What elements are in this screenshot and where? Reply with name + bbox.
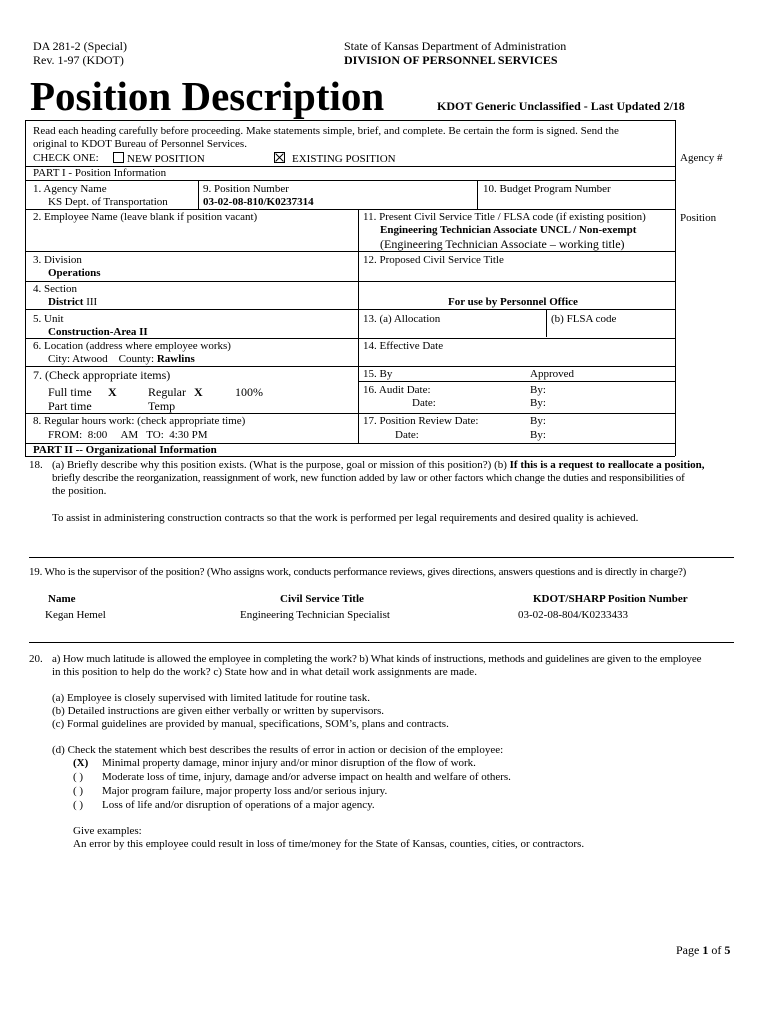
part2-title: PART II -- Organizational Information — [33, 444, 217, 456]
example-text: An error by this employee could result in loss of time/money for the State of Kansas, counties, cities, or contractors. — [73, 838, 585, 850]
q20-answer-b: (b) Detailed instructions are given either verbally or written by supervisors. — [52, 705, 385, 717]
instructions-line-1: Read each heading carefully before proceeding. Make statements simple, brief, and complete. Be certain the form is signed. Send the — [33, 125, 619, 137]
employee-name-label: 2. Employee Name (leave blank if position vacant) — [33, 211, 258, 223]
page-subtitle: KDOT Generic Unclassified - Last Updated 2/18 — [437, 99, 685, 113]
personnel-office-label: For use by Personnel Office — [448, 296, 578, 308]
q18-text-line-2: briefly describe the reorganization, reassignment of work, new function added by law or other factors which change the duties and responsibilities of — [52, 472, 685, 484]
position-number-label: 9. Position Number — [203, 183, 289, 195]
flsa-code-label: (b) FLSA code — [551, 313, 617, 325]
hours-value: FROM: 8:00 AM TO: 4:30 PM — [48, 429, 208, 441]
section-label: 4. Section — [33, 283, 77, 295]
col-title-header: Civil Service Title — [280, 593, 364, 605]
full-time-label: Full time — [48, 385, 92, 399]
existing-position-checkbox[interactable] — [274, 152, 285, 163]
agency-number-label: Agency # — [680, 152, 723, 164]
new-position-option[interactable] — [113, 152, 205, 166]
new-position-checkbox[interactable] — [113, 152, 124, 163]
audit-by: By: — [530, 384, 546, 396]
audit-date-sub: Date: — [412, 397, 436, 409]
col-name-header: Name — [48, 593, 76, 605]
regular-mark[interactable]: X — [194, 385, 203, 399]
q20-answer-a: (a) Employee is closely supervised with limited latitude for routine task. — [52, 692, 371, 704]
q20-text-line-1: a) How much latitude is allowed the employee in completing the work? b) What kinds of instructions, methods and guidelines are given to the employee — [52, 653, 702, 665]
error-option-2-text: Moderate loss of time, injury, damage and/or adverse impact on health and welfare of others. — [102, 771, 511, 783]
temp-label: Temp — [148, 399, 176, 413]
unit-label: 5. Unit — [33, 313, 64, 325]
agency-header: State of Kansas Department of Administration — [344, 39, 567, 53]
allocation-label: 13. (a) Allocation — [363, 313, 441, 325]
division-value: Operations — [48, 267, 101, 279]
instructions-line-2: original to KDOT Bureau of Personnel Services. — [33, 138, 247, 150]
review-by: By: — [530, 415, 546, 427]
q19-text: 19. Who is the supervisor of the position? (Who assigns work, conducts performance reviews, gives directions, answers questions and is directly in charge?) — [29, 566, 687, 578]
budget-program-label: 10. Budget Program Number — [483, 183, 611, 195]
supervisor-position-number: 03-02-08-804/K0233433 — [518, 609, 628, 621]
existing-position-option[interactable] — [274, 152, 396, 166]
supervisor-name: Kegan Hemel — [45, 609, 106, 621]
position-side-label: Position — [680, 212, 717, 224]
q18-number: 18. — [29, 459, 43, 471]
proposed-title-label: 12. Proposed Civil Service Title — [363, 254, 504, 266]
effective-date-label: 14. Effective Date — [363, 340, 444, 352]
error-option-4-mark[interactable]: ( ) — [73, 799, 84, 811]
by-label: 15. By — [363, 368, 393, 380]
audit-date-label: 16. Audit Date: — [363, 384, 431, 396]
percent-value: 100% — [235, 385, 263, 399]
form-id: DA 281-2 (Special) — [33, 39, 127, 53]
q20-number: 20. — [29, 653, 43, 665]
q18-text-line-3: the position. — [52, 485, 107, 497]
unit-value: Construction-Area II — [48, 326, 148, 338]
part1-title: PART I - Position Information — [33, 167, 167, 179]
error-option-1-text: Minimal property damage, minor injury and/or minor disruption of the flow of work. — [102, 757, 476, 769]
page-title: Position Description — [30, 73, 385, 119]
check-items-label: 7. (Check appropriate items) — [33, 368, 171, 382]
give-examples-label: Give examples: — [73, 825, 142, 837]
error-option-4-text: Loss of life and/or disruption of operations of a major agency. — [102, 799, 375, 811]
error-option-2-mark[interactable]: ( ) — [73, 771, 84, 783]
agency-name-value: KS Dept. of Transportation — [48, 196, 168, 208]
existing-position-label: EXISTING POSITION — [292, 153, 396, 165]
review-date-sub: Date: — [395, 429, 419, 441]
part-time-label: Part time — [48, 399, 92, 413]
location-label: 6. Location (address where employee works) — [33, 340, 231, 352]
review-by-2: By: — [530, 429, 546, 441]
new-position-label: NEW POSITION — [127, 153, 205, 165]
q18-answer: To assist in administering construction contracts so that the work is performed per legal requirements and desired quality is achieved. — [52, 512, 639, 524]
position-number-value: 03-02-08-810/K0237314 — [203, 196, 314, 208]
q20-text-line-2: in this position to help do the work? c) State how and in what detail work assignments are made. — [52, 666, 477, 678]
q18-text: (a) Briefly describe why this position exists. (What is the purpose, goal or mission of this position?) (b) If this is a request to reallocate a position, — [52, 459, 705, 471]
error-option-3-mark[interactable]: ( ) — [73, 785, 84, 797]
check-one-label: CHECK ONE: — [33, 152, 99, 164]
q20-answer-c: (c) Formal guidelines are provided by manual, specifications, SOM’s, plans and contracts. — [52, 718, 449, 730]
approved-label: Approved — [530, 368, 574, 380]
supervisor-title: Engineering Technician Specialist — [240, 609, 390, 621]
page-number: Page 1 of 5 — [676, 943, 731, 957]
regular-label: Regular — [148, 385, 186, 399]
hours-label: 8. Regular hours work: (check appropriate time) — [33, 415, 246, 427]
working-title: (Engineering Technician Associate – working title) — [380, 237, 625, 251]
location-value: City: Atwood County: Rawlins — [48, 353, 195, 365]
col-number-header: KDOT/SHARP Position Number — [533, 593, 688, 605]
error-option-1-mark[interactable]: (X) — [73, 757, 89, 769]
full-time-mark[interactable]: X — [108, 385, 117, 399]
error-option-3-text: Major program failure, major property loss and/or serious injury. — [102, 785, 388, 797]
division-label: 3. Division — [33, 254, 82, 266]
section-value: District III — [48, 296, 98, 308]
form-revision: Rev. 1-97 (KDOT) — [33, 53, 124, 67]
division-header: DIVISION OF PERSONNEL SERVICES — [344, 53, 558, 67]
review-date-label: 17. Position Review Date: — [363, 415, 479, 427]
present-title-value: Engineering Technician Associate UNCL / Non-exempt — [380, 224, 637, 236]
q20-d-prompt: (d) Check the statement which best describes the results of error in action or decision of the employee: — [52, 744, 504, 756]
audit-by-2: By: — [530, 397, 546, 409]
agency-name-label: 1. Agency Name — [33, 183, 107, 195]
present-title-label: 11. Present Civil Service Title / FLSA code (if existing position) — [363, 211, 646, 223]
